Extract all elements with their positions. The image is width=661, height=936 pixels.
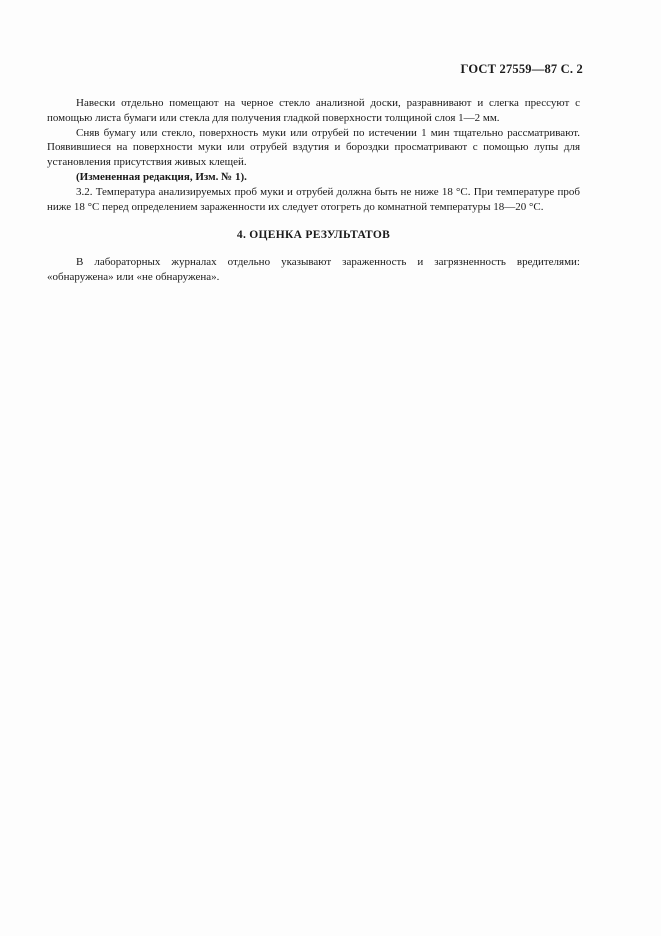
amendment-note: (Измененная редакция, Изм. № 1). bbox=[76, 170, 247, 183]
paragraph-inspection: Сняв бумагу или стекло, поверхность муки или отрубей по истечении 1 мин тщательно рассматривают. Появившиеся на поверхности муки или отрубей вздутия и бороздки просматривают с помощью лупы для установления присутствия живых клещей. bbox=[47, 126, 580, 169]
paragraph-temperature: 3.2. Температура анализируемых проб муки и отрубей должна быть не ниже 18 °С. При температуре проб ниже 18 °С перед определением зараженности их следует отогреть до комнатной температуры 18—20 °С. bbox=[47, 185, 580, 213]
section-title-results: 4. ОЦЕНКА РЕЗУЛЬТАТОВ bbox=[236, 229, 391, 242]
document-body bbox=[47, 96, 580, 285]
page-header-doc-ref: ГОСТ 27559—87 С. 2 bbox=[460, 62, 583, 76]
paragraph-results: В лабораторных журналах отдельно указывают зараженность и загрязненность вредителями: «обнаружена» или «не обнаружена». bbox=[47, 256, 580, 283]
paragraph-sample-preparation: Навески отдельно помещают на черное стекло анализной доски, разравнивают и слегка прессуют с помощью листа бумаги или стекла для получения гладкой поверхности толщиной слоя 1—2 мм. bbox=[47, 97, 580, 124]
